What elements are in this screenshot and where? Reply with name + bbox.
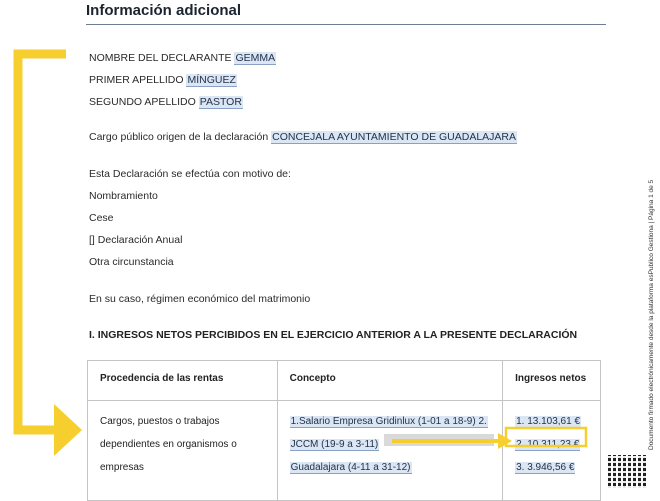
- redaction-blur: [384, 434, 494, 446]
- nombre-value: GEMMA: [235, 52, 276, 64]
- cell-ingresos: [503, 401, 601, 501]
- table-header-row: [88, 361, 601, 401]
- motivo-option-otra: Otra circunstancia: [89, 256, 174, 268]
- signature-side-text: Documento firmado electrónicamente desde la plataforma esPublico Gestiona | Página 1 de 5: [648, 179, 655, 450]
- bracket-arrow-icon: [18, 54, 66, 430]
- apellido1-label: PRIMER APELLIDO: [89, 74, 184, 86]
- cargo-line: [89, 131, 517, 143]
- ingresos-line-1: 1. 13.103,61 €: [516, 416, 581, 427]
- qr-code-pattern: [608, 455, 648, 488]
- concepto-line-3: Guadalajara (4-11 a 31-12): [290, 462, 411, 473]
- title-divider: [86, 24, 606, 25]
- ingresos-line-2: 2. 10.311,23 €: [516, 439, 580, 450]
- apellido2-value: PASTOR: [199, 96, 242, 108]
- apellido1-value: MÍNGUEZ: [187, 74, 236, 86]
- cell-procedencia: [88, 401, 278, 501]
- concepto-line-2: JCCM (19-9 a 3-11): [290, 439, 379, 450]
- header-procedencia: Procedencia de las rentas: [88, 361, 278, 401]
- procedencia-line-3: empresas: [100, 462, 144, 473]
- cargo-label: Cargo público origen de la declaración: [89, 131, 269, 143]
- checkbox-icon: []: [89, 234, 95, 246]
- header-ingresos: Ingresos netos: [503, 361, 601, 401]
- regimen-line: En su caso, régimen económico del matrimonio: [89, 293, 311, 305]
- procedencia-line-1: Cargos, puestos o trabajos: [100, 416, 220, 427]
- nombre-label: NOMBRE DEL DECLARANTE: [89, 52, 232, 64]
- ingresos-table: [87, 360, 601, 501]
- motivo-intro: Esta Declaración se efectúa con motivo de:: [89, 168, 291, 180]
- ingresos-line-3: 3. 3.946,56 €: [516, 462, 575, 473]
- apellido1-line: [89, 74, 237, 86]
- nombre-line: [89, 52, 276, 64]
- apellido2-label: SEGUNDO APELLIDO: [89, 96, 196, 108]
- motivo-option-anual: [89, 234, 182, 246]
- apellido2-line: [89, 96, 243, 108]
- motivo-option-nombramiento: Nombramiento: [89, 190, 158, 202]
- motivo-option-cese: Cese: [89, 212, 114, 224]
- concepto-line-1: 1.Salario Empresa Gridinlux (1-01 a 18-9) 2.: [290, 416, 487, 427]
- page-title: Información adicional: [86, 2, 242, 19]
- procedencia-line-2: dependientes en organismos o: [100, 439, 237, 450]
- cargo-value: CONCEJALA AYUNTAMIENTO DE GUADALAJARA: [272, 131, 517, 143]
- motivo-option-anual-label: Declaración Anual: [97, 234, 183, 246]
- left-arrow-head-icon: [54, 404, 82, 456]
- header-concepto: Concepto: [277, 361, 502, 401]
- section-title: I. INGRESOS NETOS PERCIBIDOS EN EL EJERCICIO ANTERIOR A LA PRESENTE DECLARACIÓN: [89, 329, 578, 341]
- table-row: [88, 401, 601, 501]
- cell-concepto: [277, 401, 502, 501]
